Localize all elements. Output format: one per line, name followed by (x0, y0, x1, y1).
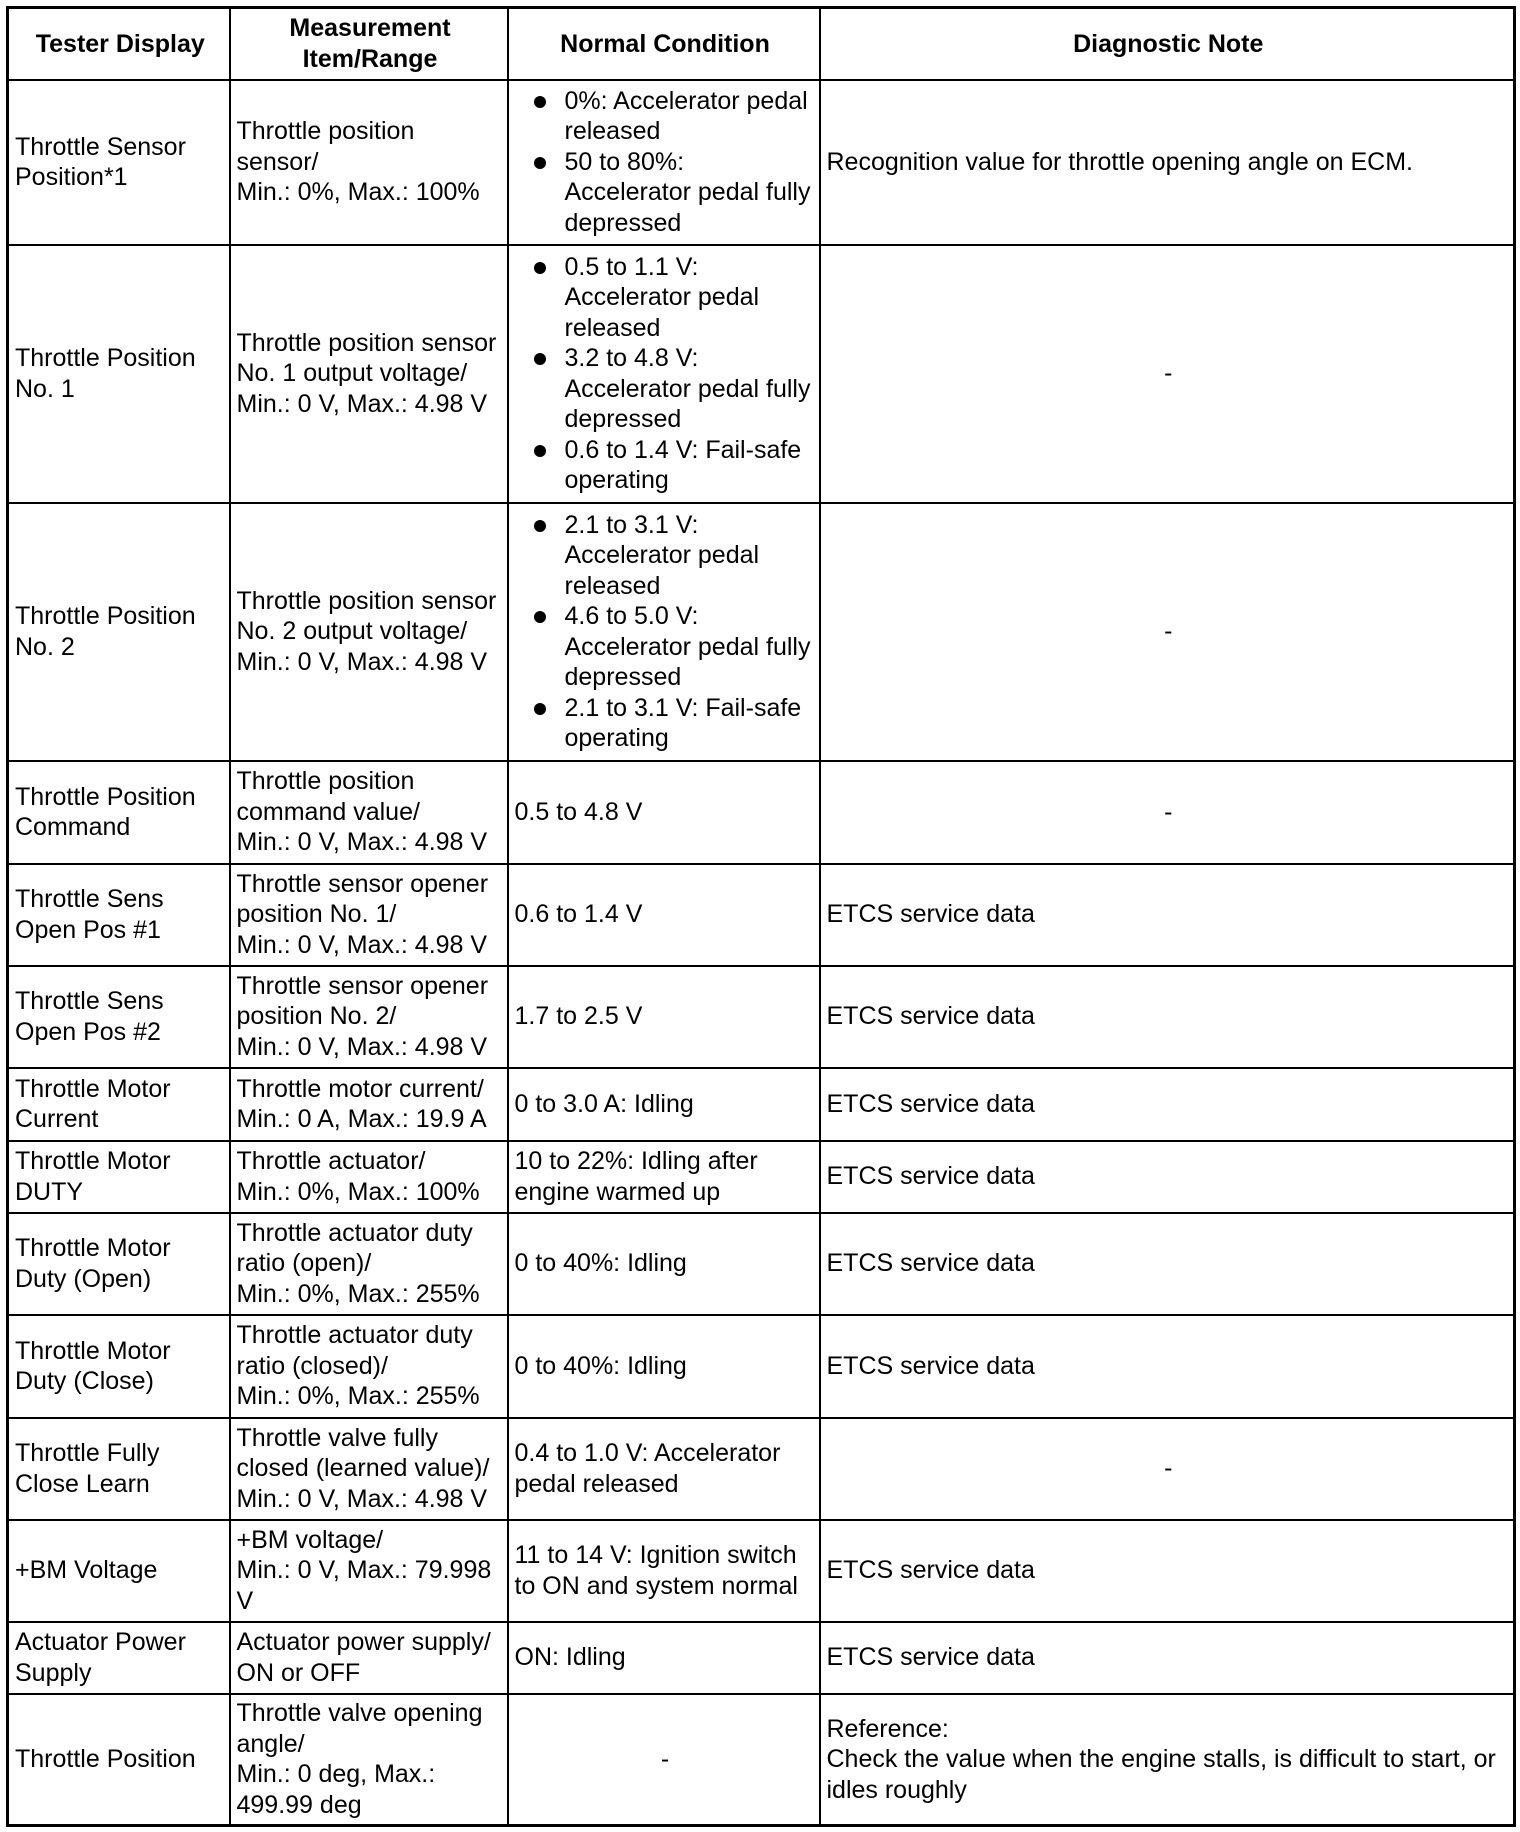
measurement-item-cell: Throttle position sensor/ Min.: 0%, Max.: 100% (230, 80, 508, 245)
tester-display-cell: Throttle Motor Duty (Close) (8, 1315, 230, 1418)
bullet-text: 2.1 to 3.1 V: Accelerator pedal released (564, 510, 760, 600)
table-row (8, 864, 1515, 966)
bullet-text: 2.1 to 3.1 V: Fail-safe operating (564, 693, 802, 752)
table-row (8, 245, 1515, 503)
table-row (8, 761, 1515, 864)
data-list-table (6, 6, 1516, 1827)
header-tester-display: Tester Display (8, 8, 230, 80)
bullet-text: 0.5 to 1.1 V: Accelerator pedal released (564, 252, 760, 342)
bullet-item (515, 252, 816, 344)
table-row (8, 1418, 1515, 1520)
measurement-item-cell: Throttle actuator duty ratio (open)/ Min.: 0%, Max.: 255% (230, 1213, 508, 1315)
tester-display-cell: Throttle Position No. 2 (8, 503, 230, 761)
bullet-item (515, 693, 816, 754)
table-row (8, 503, 1515, 761)
normal-condition-cell (508, 503, 820, 761)
table-row (8, 1213, 1515, 1315)
diagnostic-note-cell: - (820, 503, 1515, 761)
bullet-icon (534, 157, 546, 169)
measurement-item-cell: Throttle actuator/ Min.: 0%, Max.: 100% (230, 1141, 508, 1213)
diagnostic-note-cell: - (820, 245, 1515, 503)
bullet-text: 4.6 to 5.0 V: Accelerator pedal fully depressed (564, 602, 811, 691)
bullet-item (515, 86, 816, 147)
measurement-item-cell: Actuator power supply/ ON or OFF (230, 1622, 508, 1694)
bullet-icon (534, 611, 546, 623)
normal-condition-cell: ON: Idling (508, 1622, 820, 1694)
bullet-icon (534, 353, 546, 365)
bullet-icon (534, 703, 546, 715)
table-row (8, 1694, 1515, 1826)
tester-display-cell: Throttle Fully Close Learn (8, 1418, 230, 1520)
diagnostic-note-cell: ETCS service data (820, 1315, 1515, 1418)
normal-condition-cell: 10 to 22%: Idling after engine warmed up (508, 1141, 820, 1213)
bullet-icon (534, 96, 546, 108)
tester-display-cell: Throttle Motor DUTY (8, 1141, 230, 1213)
bullet-text: 0%: Accelerator pedal released (564, 86, 808, 146)
bullet-text: 0.6 to 1.4 V: Fail-safe operating (564, 435, 802, 494)
tester-display-cell: Throttle Position Command (8, 761, 230, 864)
table-row (8, 1315, 1515, 1418)
diagnostic-note-cell: Recognition value for throttle opening angle on ECM. (820, 80, 1515, 245)
normal-condition-cell: 0 to 40%: Idling (508, 1213, 820, 1315)
table-row (8, 1622, 1515, 1694)
normal-condition-cell: 0.4 to 1.0 V: Accelerator pedal released (508, 1418, 820, 1520)
header-normal-condition: Normal Condition (508, 8, 820, 80)
measurement-item-cell: Throttle actuator duty ratio (closed)/ Min.: 0%, Max.: 255% (230, 1315, 508, 1418)
diagnostic-note-cell: ETCS service data (820, 1068, 1515, 1141)
diagnostic-note-cell: ETCS service data (820, 1141, 1515, 1213)
bullet-item (515, 343, 816, 435)
normal-condition-list (515, 252, 816, 496)
normal-condition-cell (508, 245, 820, 503)
bullet-item (515, 510, 816, 602)
normal-condition-cell: 0.5 to 4.8 V (508, 761, 820, 864)
diagnostic-note-cell: ETCS service data (820, 1213, 1515, 1315)
measurement-item-cell: Throttle position sensor No. 2 output voltage/ Min.: 0 V, Max.: 4.98 V (230, 503, 508, 761)
tester-display-cell: Actuator Power Supply (8, 1622, 230, 1694)
diagnostic-note-cell: - (820, 1418, 1515, 1520)
tester-display-cell: Throttle Motor Current (8, 1068, 230, 1141)
tester-display-cell: Throttle Sens Open Pos #2 (8, 966, 230, 1068)
normal-condition-cell: 1.7 to 2.5 V (508, 966, 820, 1068)
bullet-item (515, 601, 816, 693)
measurement-item-cell: Throttle position command value/ Min.: 0 V, Max.: 4.98 V (230, 761, 508, 864)
bullet-icon (534, 445, 546, 457)
bullet-item (515, 435, 816, 496)
table-row (8, 1068, 1515, 1141)
bullet-icon (534, 262, 546, 274)
tester-display-cell: Throttle Motor Duty (Open) (8, 1213, 230, 1315)
measurement-item-cell: Throttle position sensor No. 1 output voltage/ Min.: 0 V, Max.: 4.98 V (230, 245, 508, 503)
measurement-item-cell: Throttle sensor opener position No. 1/ Min.: 0 V, Max.: 4.98 V (230, 864, 508, 966)
normal-condition-cell: 0 to 40%: Idling (508, 1315, 820, 1418)
measurement-item-cell: Throttle valve fully closed (learned value)/ Min.: 0 V, Max.: 4.98 V (230, 1418, 508, 1520)
diagnostic-note-cell: ETCS service data (820, 1520, 1515, 1622)
measurement-item-cell: +BM voltage/ Min.: 0 V, Max.: 79.998 V (230, 1520, 508, 1622)
header-diagnostic-note: Diagnostic Note (820, 8, 1515, 80)
bullet-item (515, 147, 816, 239)
tester-display-cell: Throttle Sensor Position*1 (8, 80, 230, 245)
measurement-item-cell: Throttle sensor opener position No. 2/ Min.: 0 V, Max.: 4.98 V (230, 966, 508, 1068)
normal-condition-cell: - (508, 1694, 820, 1826)
diagnostic-note-cell: ETCS service data (820, 966, 1515, 1068)
table-row (8, 1141, 1515, 1213)
diagnostic-note-cell: - (820, 761, 1515, 864)
measurement-item-cell: Throttle motor current/ Min.: 0 A, Max.: 19.9 A (230, 1068, 508, 1141)
measurement-item-cell: Throttle valve opening angle/ Min.: 0 deg, Max.: 499.99 deg (230, 1694, 508, 1826)
normal-condition-list (515, 510, 816, 754)
bullet-text: 50 to 80%: Accelerator pedal fully depressed (564, 147, 811, 237)
header-measurement-item: Measurement Item/Range (230, 8, 508, 80)
diagnostic-note-cell: Reference: Check the value when the engine stalls, is difficult to start, or idles roughly (820, 1694, 1515, 1826)
bullet-icon (534, 520, 546, 532)
normal-condition-cell (508, 80, 820, 245)
table-row (8, 80, 1515, 245)
tester-display-cell: Throttle Sens Open Pos #1 (8, 864, 230, 966)
diagnostic-note-cell: ETCS service data (820, 1622, 1515, 1694)
bullet-text: 3.2 to 4.8 V: Accelerator pedal fully depressed (564, 344, 811, 433)
normal-condition-cell: 0.6 to 1.4 V (508, 864, 820, 966)
tester-display-cell: Throttle Position (8, 1694, 230, 1826)
normal-condition-cell: 11 to 14 V: Ignition switch to ON and system normal (508, 1520, 820, 1622)
table-row (8, 1520, 1515, 1622)
diagnostic-note-cell: ETCS service data (820, 864, 1515, 966)
tester-display-cell: Throttle Position No. 1 (8, 245, 230, 503)
table-row (8, 966, 1515, 1068)
normal-condition-cell: 0 to 3.0 A: Idling (508, 1068, 820, 1141)
tester-display-cell: +BM Voltage (8, 1520, 230, 1622)
header-row (8, 8, 1515, 80)
normal-condition-list (515, 86, 816, 239)
